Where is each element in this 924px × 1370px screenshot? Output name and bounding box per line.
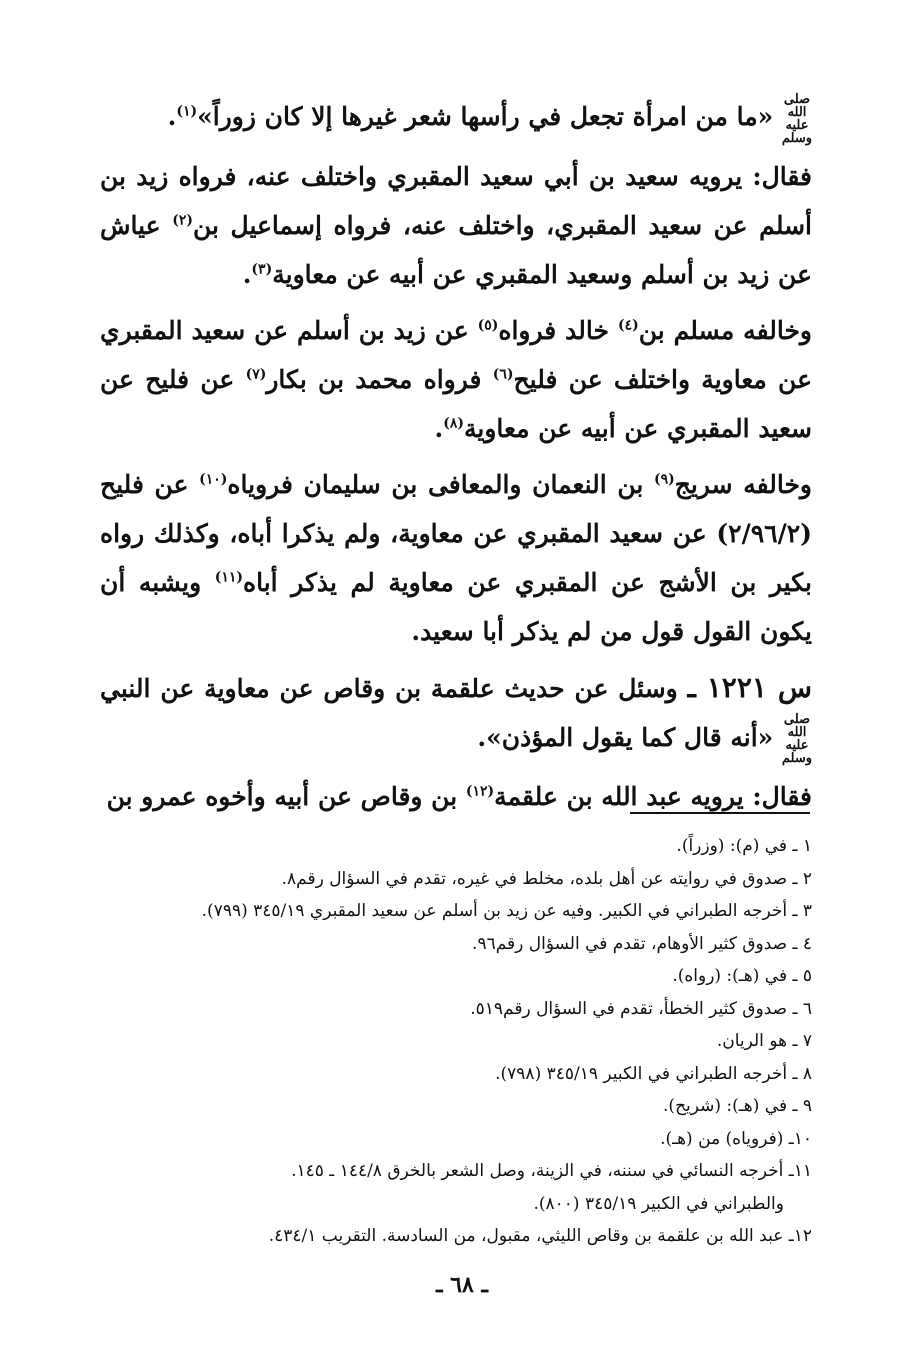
footnote-item: ٦ ـ صدوق كثير الخطأ، تقدم في السؤال رقم٥١٩. xyxy=(470,998,812,1019)
footnote-item: ٨ ـ أخرجه الطبراني في الكبير ٣٤٥/١٩ (٧٩٨). xyxy=(495,1063,812,1084)
paragraph-text: يرويه سعيد بن أبي سعيد المقبري واختلف عنه، فرواه زيد بن أسلم عن سعيد المقبري، واختلف عنه، فرواه إسماعيل بن xyxy=(100,161,812,240)
footnote-item: ١٢ـ عبد الله بن علقمة بن وقاص الليثي، مقبول، من السادسة. التقريب ٤٣٤/١. xyxy=(268,1226,812,1246)
paragraph-text: فرواه محمد بن بكار xyxy=(266,364,493,394)
footnote-ref: (٥) xyxy=(477,317,499,334)
paragraph-text: عن زيد بن أسلم عن سعيد المقبري عن معاوية واختلف عن فليح xyxy=(100,315,813,394)
salawat-glyph: صلى الله عليه وسلم xyxy=(781,712,812,766)
paragraph-variant xyxy=(100,306,812,453)
footnote-ref: (٦) xyxy=(492,366,514,383)
paragraph-text: . xyxy=(434,413,444,443)
paragraph-text: بن وقاص عن أبيه وأخوه عمرو بن xyxy=(106,782,466,811)
footnote-ref: (١١) xyxy=(214,569,243,586)
footnote-ref: (١٠) xyxy=(199,471,228,488)
paragraph-text: عن فليح (٢/٩٦/٢) عن سعيد المقبري عن معاوية، ولم يذكرا أباه، وكذلك رواه بكير بن الأشج عن المقبري عن معاوية لم يذكر أباه xyxy=(100,469,812,597)
paragraph-text: وخالفه مسلم بن xyxy=(638,315,812,345)
footnote-ref: (٣) xyxy=(251,261,273,278)
paragraph-text: خالد فرواه xyxy=(498,315,618,345)
page-number: ـ ٦٨ ـ xyxy=(436,1272,488,1298)
paragraph-text: وخالفه سريج xyxy=(674,469,813,499)
footnote-item: ١١ـ أخرجه النسائي في سننه، في الزينة، وصل الشعر بالخرق ١٤٤/٨ ـ ١٤٥. xyxy=(291,1161,812,1181)
footnote-ref: (١) xyxy=(176,103,198,120)
footnote-ref: (٢) xyxy=(172,212,193,229)
footnote-ref: (٧) xyxy=(245,366,267,383)
paragraph-answer xyxy=(100,152,812,299)
footnote-item: ٩ ـ في (هـ): (شريح). xyxy=(663,1096,812,1116)
footnote-divider xyxy=(630,812,810,814)
paragraph-text: عياش عن زيد بن أسلم وسعيد المقبري عن أبيه عن معاوية xyxy=(100,210,812,289)
footnotes xyxy=(120,830,812,1253)
paragraph-text: «ما من امرأة تجعل في رأسها شعر غيرها إلا كان زوراً» xyxy=(197,102,774,131)
paragraph-variant xyxy=(100,460,812,656)
footnote-ref: (٤) xyxy=(617,317,639,334)
footnote-item: ١ ـ في (م): (وزراً). xyxy=(676,836,812,856)
footnote-item: ٥ ـ في (هـ): (رواه). xyxy=(672,966,812,986)
main-text xyxy=(100,92,812,828)
paragraph-text: ويشبه أن يكون القول قول من لم يذكر أبا سعيد. xyxy=(100,567,812,646)
answer-lead: فقال: xyxy=(752,782,812,811)
salawat-glyph: صلى الله عليه وسلم xyxy=(781,91,812,146)
footnote-ref: (١٢) xyxy=(465,783,495,800)
paragraph-text: بن النعمان والمعافى بن سليمان فروياه xyxy=(227,469,654,499)
paragraph-question xyxy=(100,663,812,766)
paragraph-text: . xyxy=(242,259,252,289)
footnote-ref: (٩) xyxy=(653,471,675,488)
paragraph-text: . xyxy=(167,102,177,131)
footnote-item: ٧ ـ هو الريان. xyxy=(716,1031,812,1051)
footnote-item: ٢ ـ صدوق في روايته عن أهل بلده، مخلط في غيره، تقدم في السؤال رقم٨. xyxy=(281,868,812,889)
footnote-ref: (٨) xyxy=(443,415,464,432)
paragraph-text: «أنه قال كما يقول المؤذن». xyxy=(477,722,782,752)
paragraph-hadith-text xyxy=(100,92,812,145)
answer-lead: فقال: xyxy=(752,161,812,191)
footnote-item: ٤ ـ صدوق كثير الأوهام، تقدم في السؤال رقم٩٦. xyxy=(472,933,812,954)
footnote-item: ١٠ـ (فروياه) من (هـ). xyxy=(660,1128,812,1149)
paragraph-text: عن فليح عن سعيد المقبري عن أبيه عن معاوية xyxy=(100,364,812,443)
footnote-item-continuation: والطبراني في الكبير ٣٤٥/١٩ (٨٠٠). xyxy=(533,1193,784,1214)
question-number: س ١٢٢١ ـ xyxy=(687,670,812,704)
paragraph-text: وسئل عن حديث علقمة بن وقاص عن معاوية عن النبي xyxy=(100,673,688,703)
footnote-item: ٣ ـ أخرجه الطبراني في الكبير. وفيه عن زيد بن أسلم عن سعيد المقبري ٣٤٥/١٩ (٧٩٩). xyxy=(201,901,812,921)
paragraph-text: يرويه عبد الله بن علقمة xyxy=(494,782,753,811)
